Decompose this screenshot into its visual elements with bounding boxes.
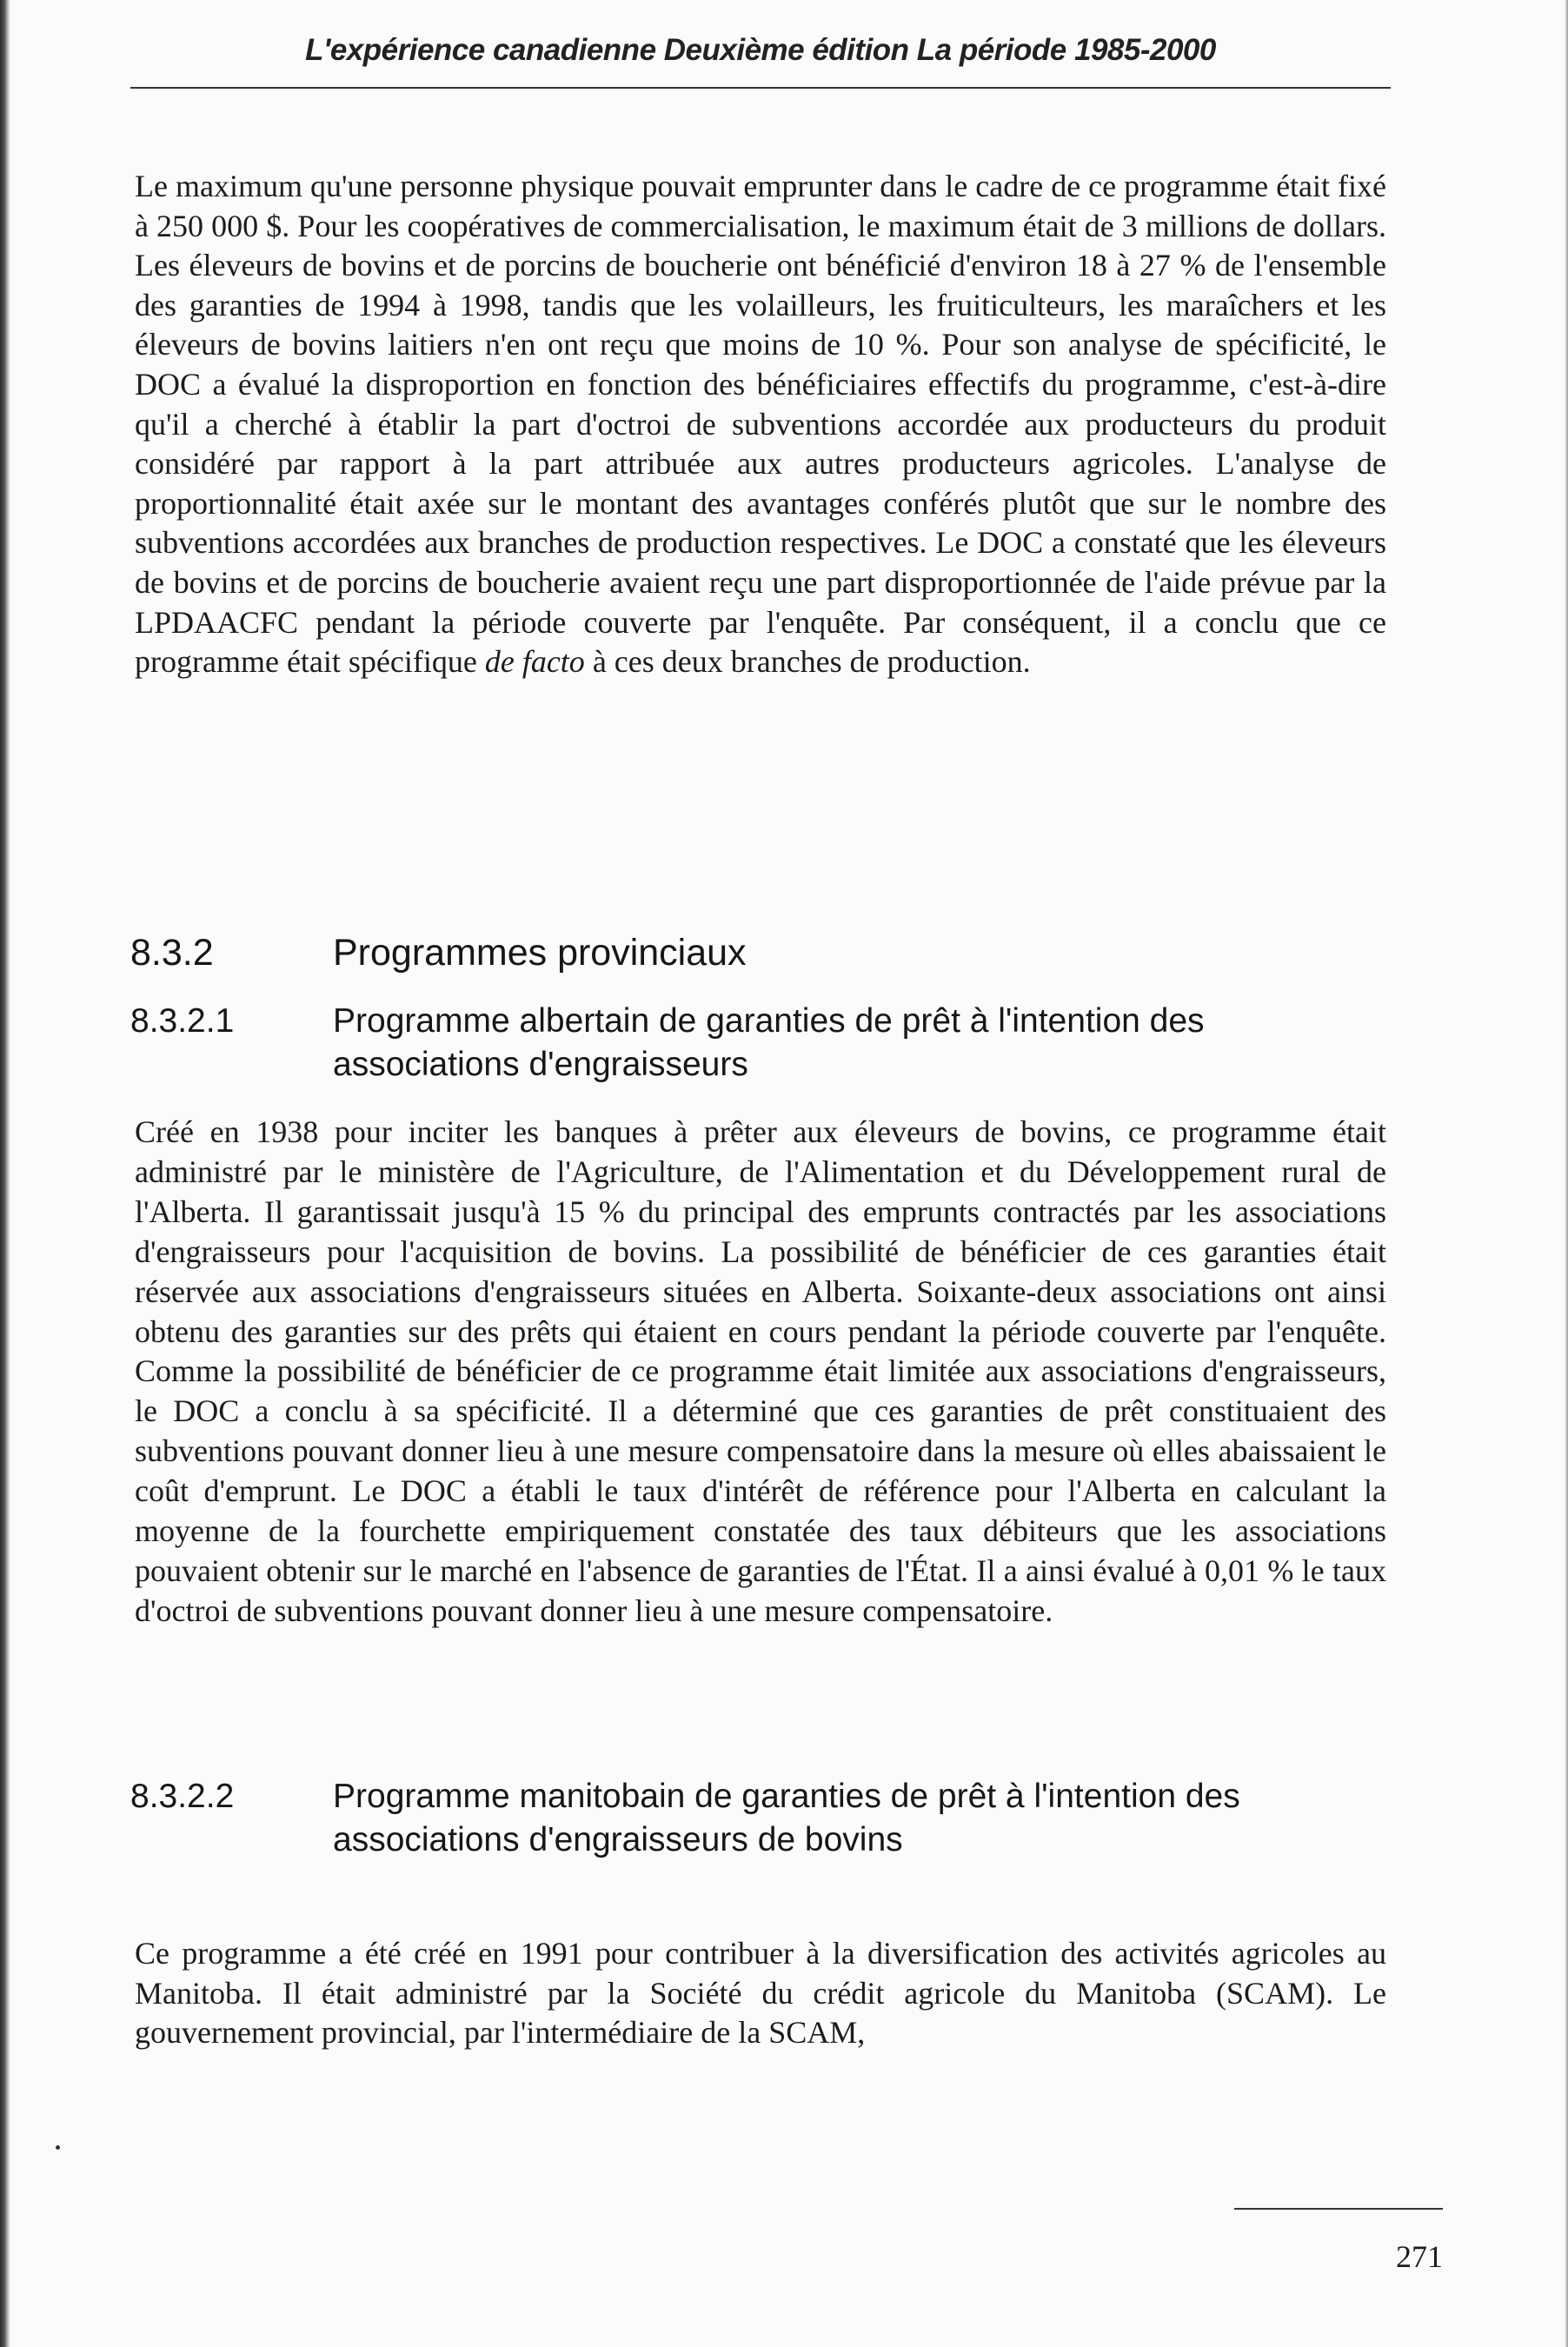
footer-rule [1234, 2208, 1443, 2210]
section-title: Programme manitobain de garanties de prêt à l'intention des associations d'engraisseurs de bovins [333, 1778, 1240, 1858]
running-header: L'expérience canadienne Deuxième édition La période 1985-2000 [305, 33, 1216, 67]
scan-speck [56, 2145, 60, 2150]
page-right-edge [1565, 0, 1568, 2347]
page-binding-edge [0, 0, 10, 2347]
page-number: 271 [1396, 2239, 1443, 2274]
section-number: 8.3.2 [130, 932, 214, 974]
section-title: Programmes provinciaux [333, 932, 747, 974]
header-rule [130, 87, 1391, 89]
paragraph-manitoba-program: Ce programme a été créé en 1991 pour contribuer à la diversification des activités agricoles au Manitoba. Il était administré par la Société du crédit agricole du Manitoba (SCAM). Le gouvernement provincial, par l'intermédiaire de la SCAM, [135, 1936, 1386, 2050]
paragraph-text-end: à ces deux branches de production. [592, 644, 1031, 680]
section-title: Programme albertain de garanties de prêt à l'intention des associations d'engraisseurs [333, 1002, 1205, 1083]
paragraph-proportionality-analysis [135, 167, 1386, 682]
paragraph-text: Le maximum qu'une personne physique pouvait emprunter dans le cadre de ce programme était fixé à 250 000 $. Pour les coopératives de commercialisation, le maximum était de 3 millions de dollars. Les éleveurs de bovins et de porcins de boucherie ont bénéficié d'environ 18 à 27 % de l'ensemble des garanties de 1994 à 1998, tandis que les volailleurs, les fruiticulteurs, les maraîchers et les éleveurs de bovins laitiers n'en ont reçu que moins de 10 %. Pour son analyse de spécificité, le DOC a évalué la disproportion en fonction des bénéficiaires effectifs du programme, c'est-à-dire qu'il a cherché à établir la part d'octroi de subventions accordée aux producteurs du produit considéré par rapport à la part attribuée aux autres producteurs agricoles. L'analyse de proportionnalité était axée sur le montant des avantages conférés plutôt que sur le nombre des subventions accordées aux branches de production respectives. Le DOC a constaté que les éleveurs de bovins et de porcins de boucherie avaient reçu une part disproportionnée de l'aide prévue par la LPDAACFC pendant la période couverte par l'enquête. Par conséquent, il a conclu que ce programme était spécifique [135, 169, 1386, 680]
section-number: 8.3.2.1 [130, 1002, 235, 1040]
section-number: 8.3.2.2 [130, 1778, 235, 1815]
italic-term: de facto [484, 644, 585, 680]
paragraph-alberta-program: Créé en 1938 pour inciter les banques à prêter aux éleveurs de bovins, ce programme était administré par le ministère de l'Agriculture, de l'Alimentation et du Développement rural de l'Alberta. Il garantissait jusqu'à 15 % du principal des emprunts contractés par les associations d'engraisseurs pour l'acquisition de bovins. La possibilité de bénéficier de ces garanties était réservée aux associations d'engraisseurs situées en Alberta. Soixante-deux associations ont ainsi obtenu des garanties sur des prêts qui étaient en cours pendant la période couverte par l'enquête. Comme la possibilité de bénéficier de ce programme était limitée aux associations d'engraisseurs, le DOC a conclu à sa spécificité. Il a déterminé que ces garanties de prêt constituaient des subventions pouvant donner lieu à une mesure compensatoire dans la mesure où elles abaissaient le coût d'emprunt. Le DOC a établi le taux d'intérêt de référence pour l'Alberta en calculant la moyenne de la fourchette empiriquement constatée des taux débiteurs que les associations pouvaient obtenir sur le marché en l'absence de garanties de l'État. Il a ainsi évalué à 0,01 % le taux d'octroi de subventions pouvant donner lieu à une mesure compensatoire. [135, 1114, 1386, 1628]
